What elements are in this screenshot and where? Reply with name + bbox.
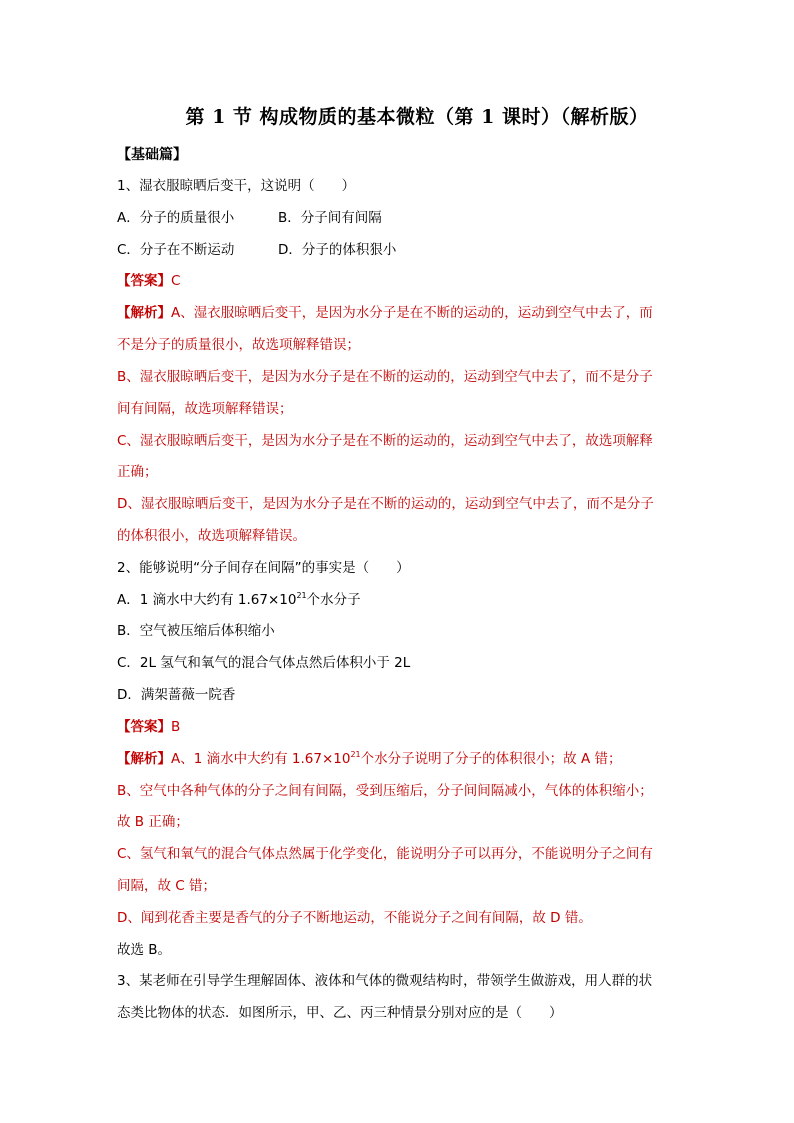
- q1-option-d: D．分子的体积狠小: [278, 242, 397, 258]
- q1-option-b: B．分子间有间隔: [278, 210, 382, 226]
- answer-label: 【答案】: [117, 719, 171, 735]
- q1-analysis-line: 正确；: [117, 464, 158, 480]
- q1-option-c: C．分子在不断运动: [117, 242, 235, 258]
- q2-analysis-text: A、1 滴水中大约有 1.67×10: [171, 751, 351, 767]
- q1-answer: [117, 272, 180, 290]
- q1-options-row-2: [117, 241, 517, 259]
- q1-analysis-line: 不是分子的质量很小，故选项解释错误；: [117, 337, 360, 353]
- q1-options-row-1: [117, 209, 517, 227]
- q2-analysis-text-end: 个水分子说明了分子的体积很小；故 A 错；: [360, 751, 622, 767]
- q1-analysis-line: D、湿衣服晾晒后变干，是因为水分子是在不断的运动的，运动到空气中去了，而不是分子: [117, 496, 654, 512]
- q1-stem: 1、湿衣服晾晒后变干，这说明（ ）: [117, 178, 356, 194]
- q1-analysis-line: 间有间隔，故选项解释错误；: [117, 401, 293, 417]
- q2-answer-value: B: [171, 719, 181, 735]
- q2-option-a-exponent: 21: [296, 591, 307, 600]
- q2-stem: 2、能够说明“分子间存在间隔”的事实是（ ）: [117, 560, 410, 576]
- q1-analysis-line: C、湿衣服晾晒后变干，是因为水分子是在不断的运动的，运动到空气中去了，故选项解释: [117, 433, 653, 449]
- q2-answer: [117, 718, 180, 736]
- q1-analysis-text: A、湿衣服晾晒后变干，是因为水分子是在不断的运动的，运动到空气中去了，而: [171, 305, 653, 321]
- q2-option-d: D．满架蔷薇一院香: [117, 687, 236, 703]
- q1-analysis-line: B、湿衣服晾晒后变干，是因为水分子是在不断的运动的，运动到空气中去了，而不是分子: [117, 369, 653, 385]
- q3-stem-line: 态类比物体的状态．如图所示，甲、乙、丙三种情景分别对应的是（ ）: [117, 1005, 563, 1021]
- q2-analysis-exponent: 21: [350, 750, 361, 759]
- q2-option-a: [117, 591, 361, 609]
- q2-option-b: B．空气被压缩后体积缩小: [117, 623, 275, 639]
- q1-answer-value: C: [171, 273, 181, 289]
- q2-analysis-line: 故 B 正确；: [117, 814, 189, 830]
- q2-analysis-line: [117, 750, 621, 768]
- analysis-label: 【解析】: [117, 305, 171, 321]
- q3-stem-line: 3、某老师在引导学生理解固体、液体和气体的微观结构时，带领学生做游戏，用人群的状: [117, 973, 653, 989]
- analysis-label: 【解析】: [117, 751, 171, 767]
- q1-analysis-line: [117, 304, 653, 322]
- q2-option-a-text: A．1 滴水中大约有 1.67×10: [117, 592, 297, 608]
- q1-option-a: A．分子的质量很小: [117, 210, 235, 226]
- page-title: 第 1 节 构成物质的基本微粒（第 1 课时）（解析版）: [185, 106, 649, 128]
- q2-analysis-line: C、氢气和氧气的混合气体点然属于化学变化，能说明分子可以再分，不能说明分子之间有: [117, 846, 653, 862]
- q2-conclusion: 故选 B。: [117, 942, 172, 958]
- q2-option-c: C．2L 氢气和氧气的混合气体点然后体积小于 2L: [117, 655, 411, 671]
- section-heading: 【基础篇】: [117, 147, 187, 163]
- answer-label: 【答案】: [117, 273, 171, 289]
- q2-analysis-line: D、闻到花香主要是香气的分子不断地运动，不能说分子之间有间隔，故 D 错。: [117, 910, 592, 926]
- q2-analysis-line: B、空气中各种气体的分子之间有间隔，受到压缩后，分子间间隔减小，气体的体积缩小；: [117, 783, 653, 799]
- q2-analysis-line: 间隔，故 C 错；: [117, 878, 217, 894]
- q1-analysis-line: 的体积很小，故选项解释错误。: [117, 528, 306, 544]
- q2-option-a-text-end: 个水分子: [306, 592, 361, 608]
